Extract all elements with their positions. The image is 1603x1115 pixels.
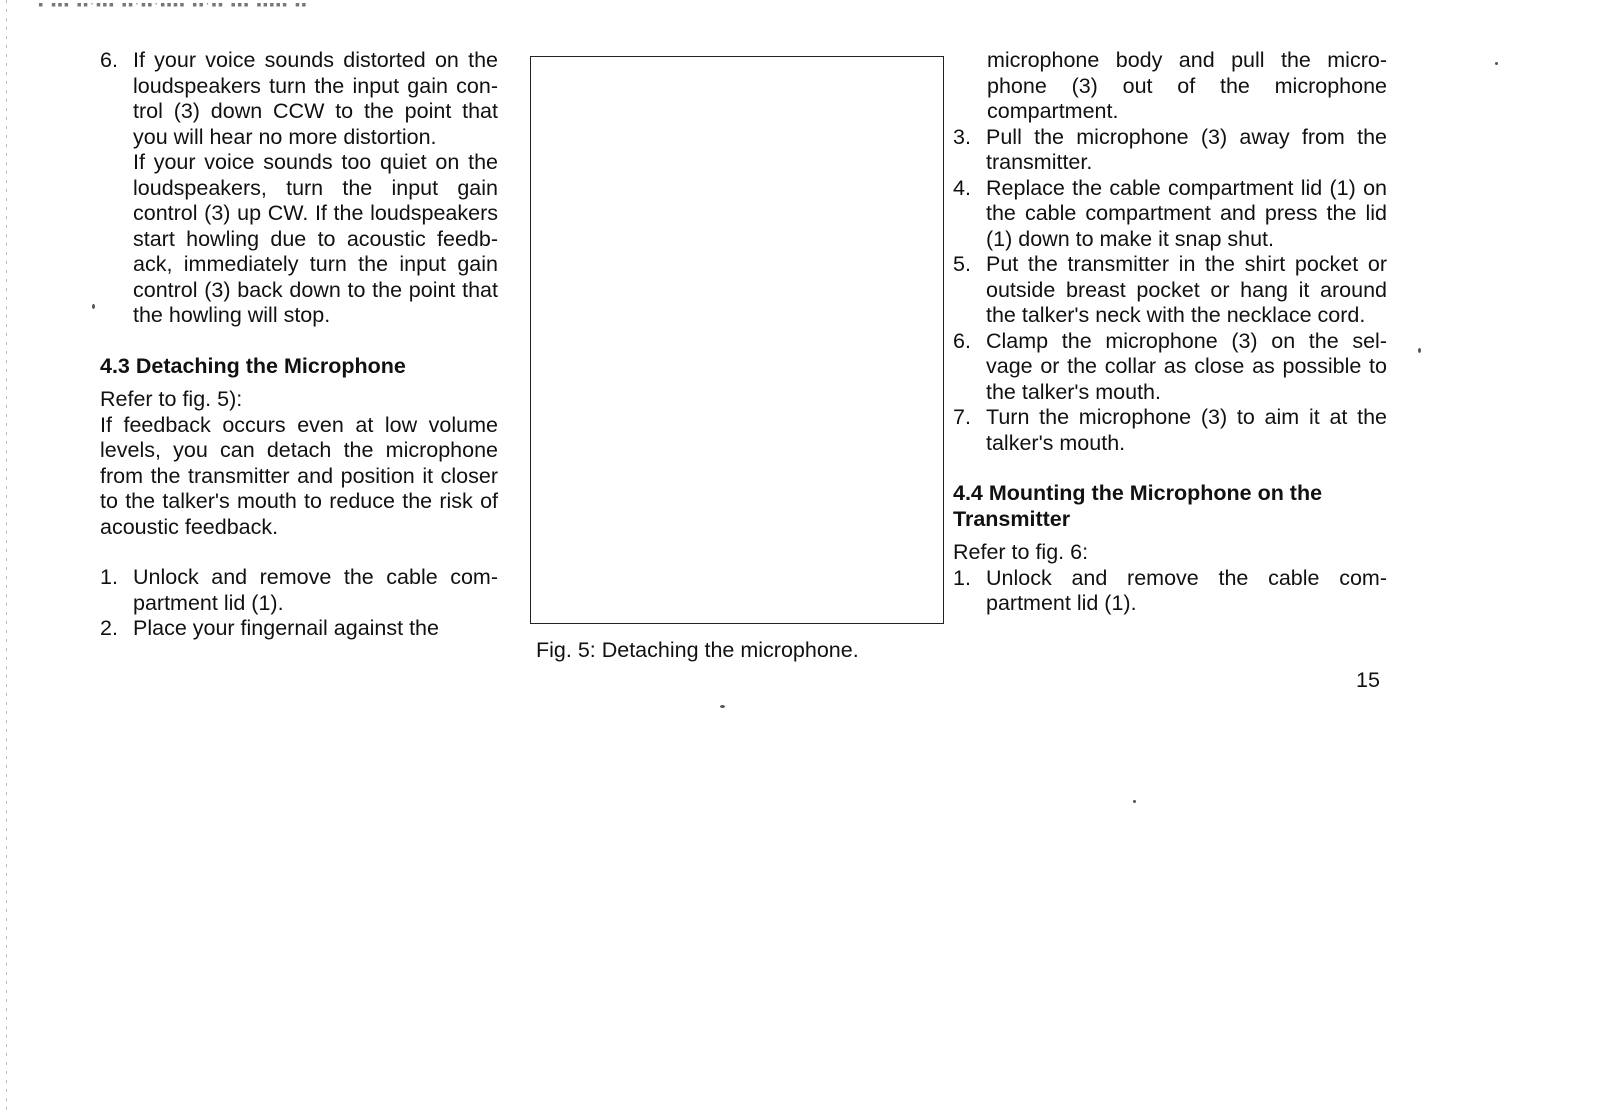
figure-5-frame [530, 56, 944, 624]
step-continuation: microphone body and pull the micro-phone (3) out of the microphone compartment. [987, 48, 1387, 123]
list-text: Put the transmitter in the shirt pocket or outside breast pocket or hang it around the talker's neck with the necklace cord. [986, 252, 1387, 327]
scan-speck [720, 705, 725, 708]
scan-speck [1133, 800, 1136, 803]
intro-paragraph: If feedback occurs even at low volume levels, you can detach the microphone from the transmitter and position it closer to the talker's mouth to reduce the risk of acoustic feedback. [100, 412, 498, 539]
list-item [953, 405, 1387, 456]
list-text: Place your fingernail against the [133, 616, 439, 640]
figure-reference: Refer to fig. 5): [100, 387, 243, 411]
list-number: 1. [100, 565, 118, 589]
list-number: 4. [953, 175, 971, 200]
list-number: 3. [953, 124, 971, 149]
list-number: 6. [953, 328, 971, 353]
list-number: 7. [953, 405, 971, 429]
list-text: Unlock and remove the cable com-partment lid (1). [133, 565, 498, 615]
scan-margin-line [6, 0, 7, 1115]
list-item [100, 48, 498, 150]
figure-reference: Refer to fig. 6: [953, 540, 1089, 564]
list-item [100, 616, 498, 642]
list-number: 1. [953, 565, 971, 590]
list-item [953, 176, 1387, 253]
scan-speck [1418, 348, 1421, 353]
list-item [100, 565, 498, 616]
list-item [953, 125, 1387, 176]
list-item [953, 329, 1387, 406]
list-item [953, 252, 1387, 329]
list-text: Unlock and remove the cable com-partment lid (1). [986, 565, 1387, 615]
list-text: Pull the microphone (3) away from the transmitter. [986, 124, 1387, 174]
list-text: If your voice sounds distorted on the loudspeakers turn the input gain con-trol (3) down CCW to the point that you will hear no more distortion. [133, 48, 498, 149]
page-number: 15 [1356, 668, 1380, 692]
scan-speck [1495, 62, 1498, 65]
list-text: Clamp the microphone (3) on the sel-vage or the collar as close as possible to the talker's mouth. [986, 328, 1387, 404]
list-continuation: If your voice sounds too quiet on the loudspeakers, turn the input gain control (3) up CW. If the loudspeakers start howling due to acoustic feedb-ack, immediately turn the input gain control (3) back down to the point that the howling will stop. [133, 150, 498, 327]
figure-caption: Fig. 5: Detaching the microphone. [536, 638, 859, 662]
list-number: 2. [100, 616, 118, 640]
list-text: Replace the cable compartment lid (1) on the cable compartment and press the lid (1) down to make it snap shut. [986, 175, 1387, 251]
scan-speck [92, 304, 95, 309]
list-item [953, 566, 1387, 617]
section-heading: 4.3 Detaching the Microphone [100, 353, 406, 378]
list-number: 5. [953, 252, 971, 276]
left-column [100, 48, 498, 642]
scan-header-artifact: ▪ ▪▪▪ ▪▪·▪▪▪ ▪▪·▪▪·▪▪▪▪ ▪▪·▪▪ ▪▪▪ ▪▪▪▪▪ ▪▪ [38, 0, 308, 10]
list-number: 6. [100, 48, 118, 72]
right-column [953, 48, 1387, 617]
list-text: Turn the microphone (3) to aim it at the talker's mouth. [986, 405, 1387, 455]
section-heading: 4.4 Mounting the Microphone on the Transmitter [953, 481, 1323, 531]
